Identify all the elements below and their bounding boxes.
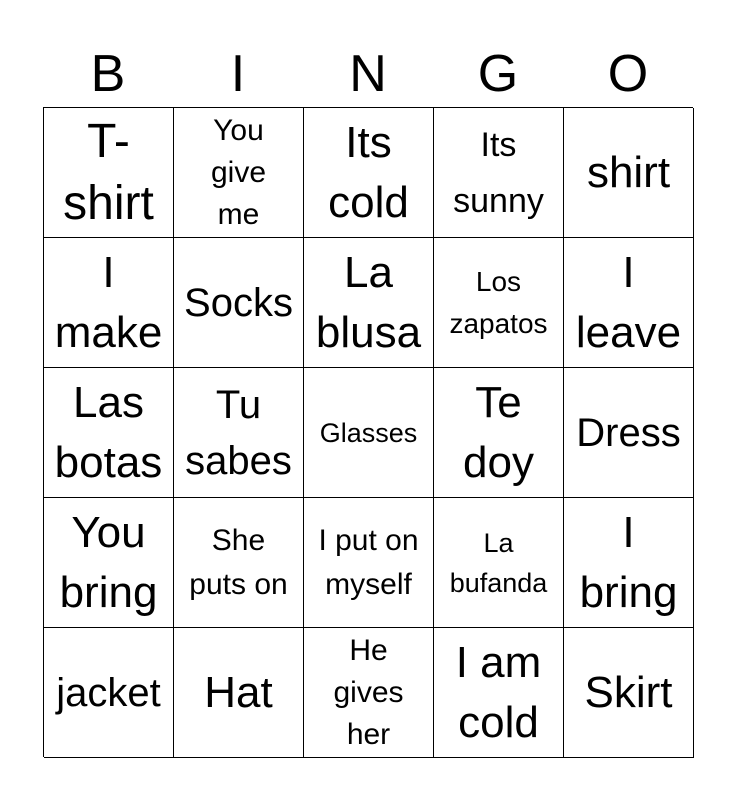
bingo-cell-r4-c3[interactable]: I put on myself bbox=[304, 498, 434, 628]
bingo-cell-r2-c1[interactable]: I make bbox=[44, 238, 174, 368]
bingo-board bbox=[43, 107, 693, 757]
header-letter-i: I bbox=[230, 45, 246, 103]
bingo-cell-r3-c3[interactable]: Glasses bbox=[304, 368, 434, 498]
bingo-cell-r2-c3[interactable]: La blusa bbox=[304, 238, 434, 368]
bingo-cell-r2-c4[interactable]: Los zapatos bbox=[434, 238, 564, 368]
bingo-cell-r4-c4[interactable]: La bufanda bbox=[434, 498, 564, 628]
bingo-cell-r1-c3[interactable]: Its cold bbox=[304, 108, 434, 238]
bingo-cell-r5-c1[interactable]: jacket bbox=[44, 628, 174, 758]
bingo-cell-r1-c4[interactable]: Its sunny bbox=[434, 108, 564, 238]
bingo-cell-r1-c1[interactable]: T- shirt bbox=[44, 108, 174, 238]
bingo-cell-r5-c2[interactable]: Hat bbox=[174, 628, 304, 758]
bingo-cell-r2-c5[interactable]: I leave bbox=[564, 238, 694, 368]
bingo-cell-r5-c5[interactable]: Skirt bbox=[564, 628, 694, 758]
bingo-cell-r1-c5[interactable]: shirt bbox=[564, 108, 694, 238]
bingo-cell-r3-c4[interactable]: Te doy bbox=[434, 368, 564, 498]
header-letter-n: N bbox=[349, 45, 387, 103]
bingo-cell-r5-c4[interactable]: I am cold bbox=[434, 628, 564, 758]
bingo-cell-r1-c2[interactable]: You give me bbox=[174, 108, 304, 238]
bingo-cell-r3-c2[interactable]: Tu sabes bbox=[174, 368, 304, 498]
bingo-cell-r4-c5[interactable]: I bring bbox=[564, 498, 694, 628]
header-letter-o: O bbox=[607, 45, 649, 103]
bingo-cell-r4-c1[interactable]: You bring bbox=[44, 498, 174, 628]
bingo-cell-r3-c1[interactable]: Las botas bbox=[44, 368, 174, 498]
bingo-cell-r2-c2[interactable]: Socks bbox=[174, 238, 304, 368]
bingo-cell-r4-c2[interactable]: She puts on bbox=[174, 498, 304, 628]
bingo-cell-r5-c3[interactable]: He gives her bbox=[304, 628, 434, 758]
header-letter-b: B bbox=[90, 45, 126, 103]
header-letter-g: G bbox=[477, 45, 519, 103]
bingo-header bbox=[43, 42, 693, 106]
bingo-cell-r3-c5[interactable]: Dress bbox=[564, 368, 694, 498]
